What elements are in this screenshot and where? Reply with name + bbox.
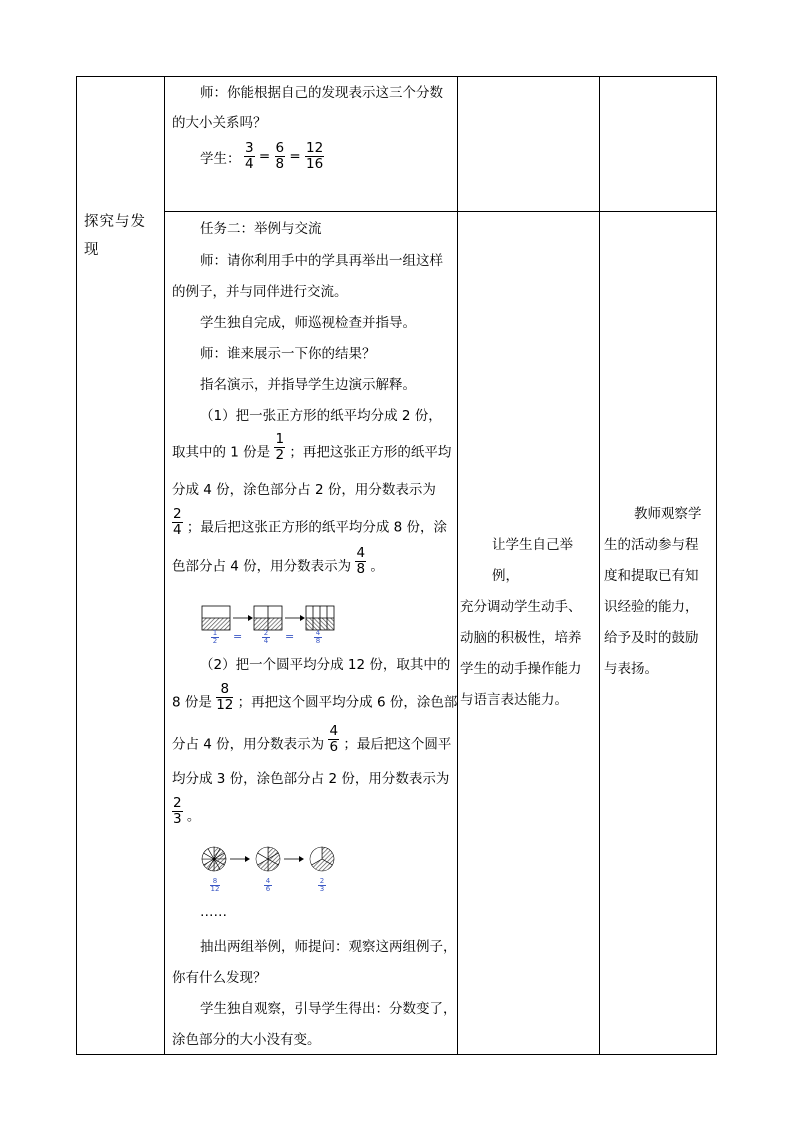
arrow-icon	[284, 856, 304, 862]
figure-equals: =	[285, 630, 295, 643]
arrow-icon	[230, 856, 250, 862]
example-2-line4: 均分成 3 份，涂色部分占 2 份，用分数表示为	[172, 771, 450, 787]
figure-label: 2 4	[263, 629, 269, 645]
teacher-question: 师：你能根据自己的发现表示这三个分数	[200, 85, 443, 101]
arrow-icon	[233, 615, 253, 621]
fraction-1-2: $\frac{1}{2}$	[275, 431, 285, 463]
table-border-top	[76, 76, 717, 77]
figure-label: 1 2	[212, 629, 218, 645]
table-border-left	[76, 76, 77, 1055]
text-line: 师：谁来展示一下你的结果？	[200, 346, 376, 362]
example-1-line4: $\frac{2}{4}$ ；最后把这张正方形的纸平均分成 8 份，涂	[173, 506, 448, 538]
text-line: 师：请你利用手中的学具再举出一组这样	[200, 253, 443, 269]
text-line: 你有什么发现？	[172, 970, 267, 986]
text-line: 指名演示，并指导学生边演示解释。	[200, 377, 416, 393]
example-1: （1）把一张正方形的纸平均分成 2 份，	[200, 408, 442, 424]
fraction-4-6: $\frac{4}{6}$	[329, 723, 339, 755]
arrow-icon	[285, 615, 305, 621]
circle-sixths	[256, 847, 280, 871]
fraction-2-3: $\frac{2}{3}$	[173, 795, 182, 827]
table-border-right	[716, 76, 717, 1055]
square-eighths	[306, 606, 334, 630]
example-1-line2: 取其中的 1 份是 $\frac{1}{2}$ ；再把这张正方形的纸平均	[172, 431, 452, 463]
teacher-question-cont: 的大小关系吗？	[172, 115, 267, 131]
equals-sign: =	[258, 148, 271, 165]
example-2-line3: 分占 4 份，用分数表示为 $\frac{4}{6}$ ；最后把这个圆平	[172, 723, 452, 755]
table-col-divider-1	[164, 76, 165, 1055]
fraction-2-4: $\frac{2}{4}$	[173, 506, 182, 538]
fraction-12-16: $\frac{12}{16}$	[306, 140, 324, 172]
section-label: 探究与发现	[84, 214, 146, 258]
example-2: （2）把一个圆平均分成 12 份，取其中的	[200, 657, 451, 673]
example-1-line5: 色部分占 4 份，用分数表示为 $\frac{4}{8}$ 。	[172, 545, 384, 577]
student-label: 学生：	[200, 151, 241, 167]
circle-twelfths	[202, 847, 226, 871]
table-border-bottom	[76, 1054, 717, 1055]
figure-label: 8 12	[210, 877, 220, 893]
fraction-8-12: $\frac{8}{12}$	[216, 681, 234, 713]
design-intent: 让学生自己举例， 充分调动学生动手、 动脑的积极性，培养 学生的动手操作能力 与语言表达能力。	[460, 537, 582, 708]
text-line: 学生独自观察，引导学生得出：分数变了，	[200, 1001, 457, 1017]
figure-label: 4 6	[265, 877, 271, 893]
figure-equals: =	[233, 630, 243, 643]
teacher-note: 教师观察学 生的活动参与程 度和提取已有知 识经验的能力， 给予及时的鼓励 与表扬。	[604, 506, 702, 677]
example-2-line5: $\frac{2}{3}$ 。	[173, 795, 201, 827]
circle-fraction-figure	[198, 842, 343, 878]
equals-sign: =	[289, 148, 301, 165]
text-line: 学生独自完成，师巡视检查并指导。	[200, 315, 416, 331]
example-1-line3: 分成 4 份，涂色部分占 2 份，用分数表示为	[172, 482, 436, 498]
student-answer	[200, 150, 241, 168]
figure-label: 4 8	[315, 629, 321, 645]
example-2-line2: 8 份是 $\frac{8}{12}$ ；再把这个圆平均分成 6 份，涂色部	[172, 681, 458, 713]
fraction-4-8: $\frac{4}{8}$	[356, 545, 366, 577]
task-title: 任务二：举例与交流	[200, 221, 322, 237]
text-line: 抽出两组举例，师提问：观察这两组例子，	[200, 939, 457, 955]
ellipsis: ……	[200, 904, 227, 920]
fraction-equality	[244, 141, 324, 172]
text-line: 的例子，并与同伴进行交流。	[172, 284, 348, 300]
square-quarters	[254, 606, 282, 630]
text-line: 涂色部分的大小没有变。	[172, 1032, 321, 1048]
table-col-divider-2	[457, 76, 458, 1055]
table-col-divider-3	[599, 76, 600, 1055]
figure-label: 2 3	[319, 877, 325, 893]
circle-thirds	[310, 847, 334, 871]
fraction-6-8: $\frac{6}{8}$	[275, 140, 285, 172]
square-halves	[202, 606, 230, 630]
table-row-divider	[164, 211, 717, 212]
fraction-3-4: $\frac{3}{4}$	[245, 140, 254, 172]
